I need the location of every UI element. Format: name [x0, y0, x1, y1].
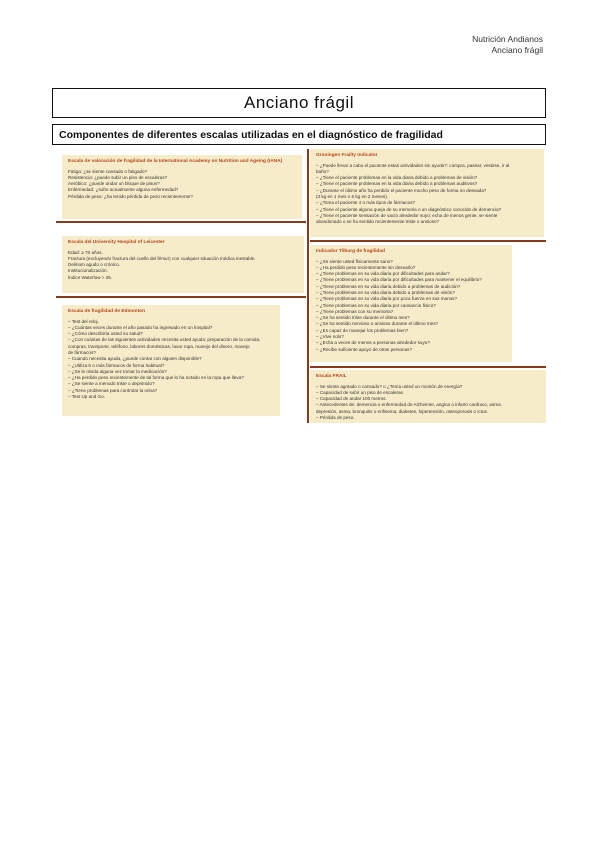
panel-line: – ¿Tiene el paciente alguna queja de su memoria o un diagnóstico conocido de demencia? [316, 206, 502, 212]
panel-line: Índice Waterlow > 25. [68, 274, 113, 280]
header-course: Nutrición Andianos [472, 34, 543, 44]
panel-line: (3 kg en 1 mes o 6 kg en 2 meses). [316, 193, 389, 199]
panel-line: – Se siente agotado o cansado? o ¿Tenía usted un montón de energía? [316, 383, 463, 389]
panel-line: – ¿Tiene problemas en su vida diaria por cansancio físico? [316, 302, 436, 308]
panel-line: – ¿Ha perdido peso recientemente sin desearlo? [316, 264, 416, 270]
panel-title: Escala de fragilidad de Edmonton [68, 309, 146, 314]
panel-line: – ¿Tiene problemas con su memoria? [316, 308, 394, 314]
panel-line: Fatiga: ¿se siente cansado o fatigado? [68, 168, 148, 174]
panel-line: Resistencia: ¿puede subir un piso de escaleras? [68, 174, 168, 180]
panel-line: – ¿Echa a veces de menos a personas alrededor suyo? [316, 340, 430, 346]
panel-line: – ¿Cómo describiría usted su salud? [68, 331, 143, 337]
panel-line: – ¿Toma el paciente 4 o más tipos de fármacos? [316, 200, 416, 206]
section-subtitle: Componentes de diferentes escalas utilizadas en el diagnóstico de fragilidad [52, 124, 546, 145]
panel-line: Fractura (excluyendo fractura del cuello del fémur) con cualquier situación médica inestable. [68, 255, 256, 261]
panel-line: – ¿Tiene el paciente problemas en la vida diaria debido a problemas de visión? [316, 175, 478, 181]
divider [310, 240, 546, 242]
panel-line: – Test del reloj. [68, 318, 99, 324]
divider [310, 366, 546, 368]
page-title: Anciano frágil [52, 88, 546, 118]
panel-title: Escala del University Hospital of Leicester [68, 240, 165, 245]
panel-line: – ¿Puede llevar a cabo el paciente estas actividades sin ayuda?: compra, pasear, vestirse, ir al [316, 162, 510, 168]
panel-line: – ¿Con cuántas de las siguientes actividades necesita usted ayuda: preparación de la comida, [68, 337, 261, 343]
panel-line: Enfermedad: ¿sufre actualmente alguna enfermedad? [68, 187, 179, 193]
panel-line: baño? [316, 168, 329, 174]
panel-line: Delirium agudo o crónico. [68, 262, 121, 268]
panel-title: Indicador Tilburg de fragilidad [316, 249, 385, 254]
panel-title: Escala de valoración de fragilidad de la International Academy on Nutrition and Ageing (IANA) [68, 159, 283, 164]
panel-line: – ¿Se le olvida alguna vez tomar la medicación? [68, 368, 167, 374]
panel-line: – Cuando necesita ayuda, ¿puede contar con alguien disponible? [68, 356, 202, 362]
panel-line: – ¿Tiene problemas en su vida diaria por dificultades para andar? [316, 271, 450, 277]
panel-line: – ¿Tiene problemas en su vida diaria debido a problemas de visión? [316, 289, 455, 295]
panel-line: Pérdida de peso: ¿ha tenido pérdida de peso recientemente? [68, 193, 193, 199]
panel-line: – ¿Tiene el paciente sensación de vacío alrededor suyo; echa de menos gente, se siente [316, 212, 498, 218]
panel-leicester [62, 236, 304, 293]
panel-line: – ¿Se siente a menudo triste o deprimido? [68, 381, 155, 387]
panel-tilburg [310, 245, 512, 362]
panel-line: – ¿Durante el último año ha perdido el paciente mucho peso de forma no deseada? [316, 187, 487, 193]
panel-line: – ¿Recibe suficiente apoyo de otras personas? [316, 346, 413, 352]
panel-line: – Antecedentes de: demencia o enfermedad de Alzheimer, angina o infarto cardíaco, asma, [316, 402, 502, 408]
panel-line: – Capacidad de andar 100 metros. [316, 396, 387, 402]
panel-line: – ¿Ha perdido peso recientemente de tal forma que lo ha notado en la ropa que lleva? [68, 375, 244, 381]
panel-iana [62, 155, 302, 219]
panel-line: – ¿Tiene el paciente problemas en la vida diaria debido a problemas auditivos? [316, 181, 478, 187]
panel-line: – Test Up and Go. [68, 394, 105, 400]
panel-frail [310, 370, 546, 423]
panel-line: – ¿Se ha sentido triste durante el último mes? [316, 315, 410, 321]
divider [56, 221, 306, 223]
header-topic: Anciano frágil [491, 45, 543, 55]
panel-line: Aeróbico: ¿puede andar un bloque de pisos? [68, 181, 160, 187]
panel-line: abandonado o se ha sentido recientemente triste o ansioso? [316, 219, 440, 225]
panel-line: – ¿Tiene problemas en su vida diaria por dificultades para mantener el equilibrio? [316, 277, 482, 283]
panel-line: – ¿Vive solo? [316, 334, 344, 340]
panel-line: – Pérdida de peso. [316, 414, 355, 420]
page-header [472, 34, 543, 56]
panel-line: – ¿Cuántas veces durante el año pasado ha ingresado en un hospital? [68, 324, 213, 330]
panel-title: Escala FRAIL [316, 374, 347, 379]
panel-line: – ¿Utiliza 5 o más fármacos de forma habitual? [68, 362, 165, 368]
panel-line: – ¿Tiene problemas para controlar la orina? [68, 387, 158, 393]
panel-title: Groningen Frailty Indicator [316, 153, 378, 158]
divider [307, 149, 309, 423]
panel-line: – ¿Tiene problemas en su vida diaria por poca fuerza en sus manos? [316, 296, 458, 302]
panel-line: depresión, asma, bronquitis o enfisema, diabetes, hipertensión, osteoporosis o ictus. [316, 408, 489, 414]
panel-line: Edad: ≥ 70 años. [68, 249, 103, 255]
panel-line: – ¿Es capaz de manejar los problemas bien? [316, 327, 409, 333]
divider [56, 296, 306, 298]
panel-line: de fármacos? [68, 349, 96, 355]
panel-line: – ¿Se ha sentido nervioso o ansioso durante el último mes? [316, 321, 439, 327]
panel-line: – ¿Se siente usted físicamente sano? [316, 258, 393, 264]
panel-line: compras, transporte, teléfono, labores domésticas, lavar ropa, manejo del dinero, manejo [68, 343, 250, 349]
panel-line: Institucionalización. [68, 268, 108, 274]
panel-edmonton [62, 305, 280, 416]
panel-line: – Capacidad de subir un piso de escaleras. [316, 389, 405, 395]
panel-line: – ¿Tiene problemas en su vida diaria debido a problemas de audición? [316, 283, 461, 289]
panel-groningen [310, 149, 544, 237]
